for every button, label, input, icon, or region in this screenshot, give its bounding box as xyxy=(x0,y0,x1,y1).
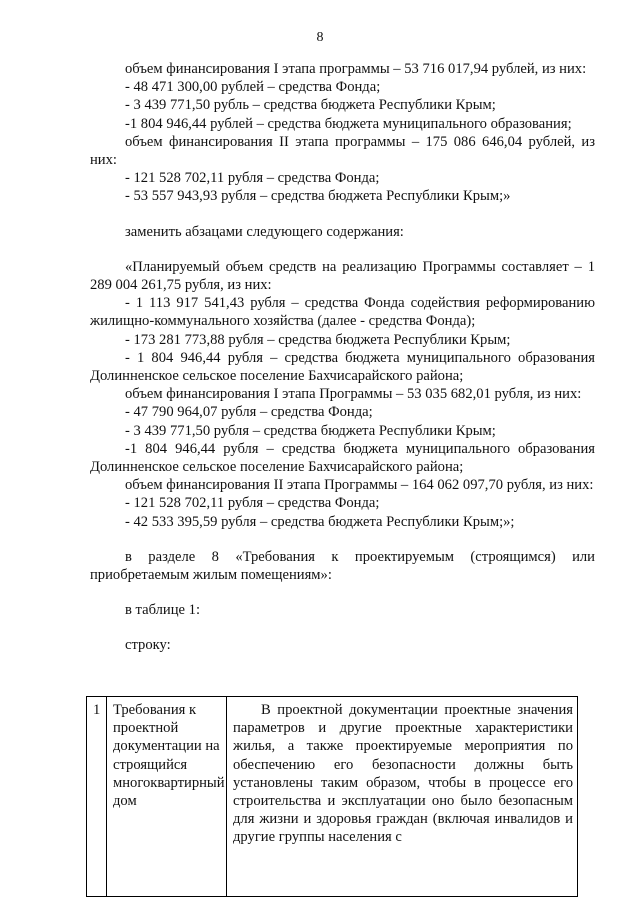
paragraph: - 42 533 395,59 рубля – средства бюджета Республики Крым;»; xyxy=(125,513,515,530)
paragraph: - 47 790 964,07 рубля – средства Фонда; xyxy=(125,404,373,421)
paragraph: - 1 113 917 541,43 рубля – средства Фонда содействия реформированию жилищно-коммунального хозяйства (далее - средства Фонда); xyxy=(90,295,595,330)
paragraph: - 3 439 771,50 рубль – средства бюджета Республики Крым; xyxy=(125,97,496,114)
paragraph: - 3 439 771,50 рубля – средства бюджета Республики Крым; xyxy=(125,422,496,439)
paragraph: строку: xyxy=(125,637,171,654)
requirements-table xyxy=(86,696,578,897)
requirement-text: В проектной документации проектные значения параметров и другие проектные характеристики жилья, а также проектируемые мероприятия по обеспечению его безопасности должны быть установлены таким образом, чтобы в процессе его строительства и эксплуатации оно было безопасным для жизни и здоровья граждан (включая инвалидов и другие группы населения с xyxy=(233,702,573,846)
paragraph: - 48 471 300,00 рублей – средства Фонда; xyxy=(125,79,381,96)
paragraph: -1 804 946,44 рубля – средства бюджета муниципального образования Долинненское сельское поселение Бахчисарайского района; xyxy=(90,440,595,476)
paragraph: - 53 557 943,93 рубля – средства бюджета Республики Крым;» xyxy=(125,188,511,205)
paragraph: объем финансирования II этапа Программы – 164 062 097,70 рубля, из них: xyxy=(125,477,594,494)
paragraph: - 173 281 773,88 рубля – средства бюджета Республики Крым; xyxy=(125,331,511,348)
requirement-name-cell xyxy=(107,697,227,897)
paragraph: объем финансирования I этапа программы – 53 716 017,94 рублей, из них: xyxy=(125,61,587,77)
paragraph: - 1 804 946,44 рубля – средства бюджета муниципального образования Долинненское сельское поселение Бахчисарайского района; xyxy=(90,349,595,385)
paragraph: заменить абзацами следующего содержания: xyxy=(125,223,404,240)
requirement-name: Требования к проектной документации на строящийся многоквартирный дом xyxy=(113,702,225,810)
paragraph: «Планируемый объем средств на реализацию Программы составляет – 1 289 004 261,75 рубля, из них: xyxy=(90,258,595,294)
table-row xyxy=(87,697,578,897)
document-body xyxy=(90,60,595,655)
paragraph: - 121 528 702,11 рубля – средства Фонда; xyxy=(125,495,380,512)
paragraph: в разделе 8 «Требования к проектируемым (строящимся) или приобретаемым жилым помещениям»: xyxy=(90,548,595,584)
paragraph: объем финансирования I этапа Программы – 53 035 682,01 рубля, из них: xyxy=(125,386,582,403)
paragraph: - 121 528 702,11 рубля – средства Фонда; xyxy=(125,170,380,187)
paragraph: объем финансирования II этапа программы – 175 086 646,04 рублей, из них: xyxy=(90,133,595,169)
paragraph: в таблице 1: xyxy=(125,602,201,619)
row-number-cell: 1 xyxy=(87,697,107,897)
page-number: 8 xyxy=(316,30,324,45)
requirement-text-cell xyxy=(227,697,578,897)
paragraph: -1 804 946,44 рублей – средства бюджета муниципального образования; xyxy=(125,115,572,132)
